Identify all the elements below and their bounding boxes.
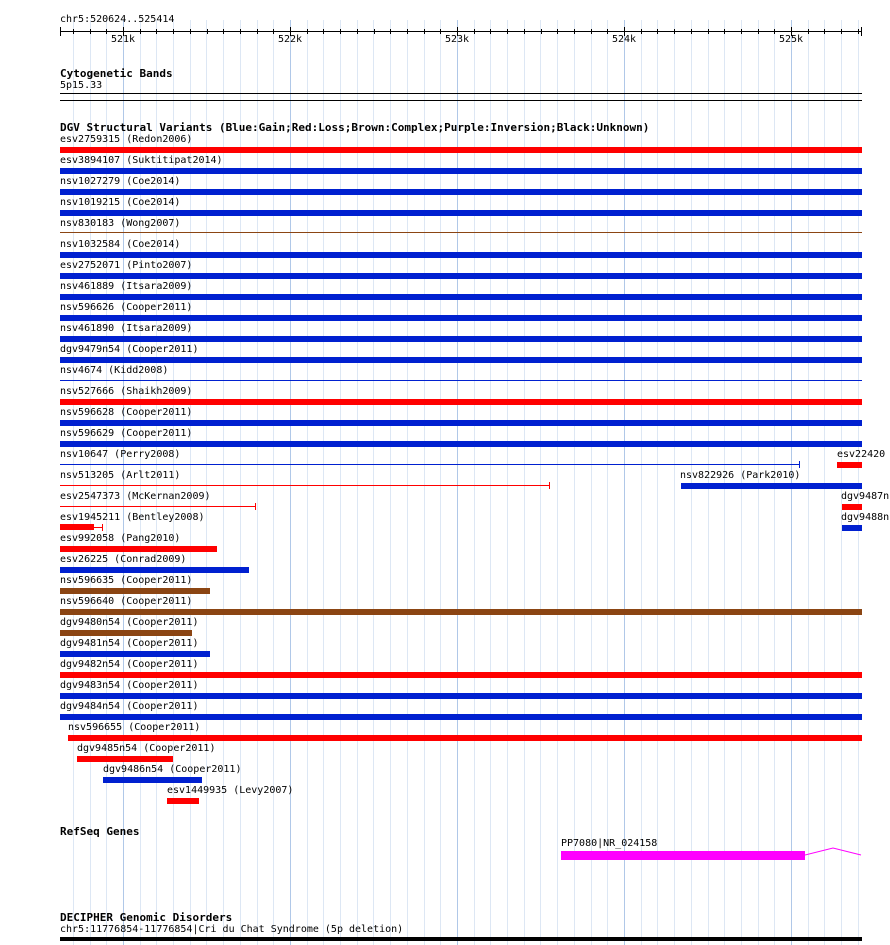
dgv-item-label[interactable]: dgv9488n [841,512,890,523]
dgv-item-label[interactable]: nsv822926 (Park2010) [680,470,801,481]
dgv-item-label[interactable]: nsv1032584 (Coe2014) [60,239,181,250]
dgv-item-label[interactable]: nsv596635 (Cooper2011) [60,575,193,586]
dgv-item-label[interactable]: nsv596629 (Cooper2011) [60,428,193,439]
dgv-item-bar[interactable] [60,315,862,321]
ruler-minor-tick [307,29,308,34]
ruler-tick-label: 522k [278,34,303,45]
ruler-minor-tick [490,29,491,34]
dgv-item-end-cap [799,461,800,468]
ruler-minor-tick [591,29,592,34]
dgv-item-label[interactable]: esv3894107 (Suktitipat2014) [60,155,223,166]
refseq-gene-label[interactable]: PP7080|NR_024158 [561,838,658,849]
cytoband-label: 5p15.33 [60,80,103,91]
ruler-minor-tick [541,29,542,34]
dgv-item-label[interactable]: esv2547373 (McKernan2009) [60,491,211,502]
ruler-minor-tick [524,29,525,34]
dgv-item-bar[interactable] [60,672,862,678]
dgv-item-label[interactable]: dgv9479n54 (Cooper2011) [60,344,199,355]
ruler-minor-tick [223,29,224,34]
ruler-minor-tick [824,29,825,34]
ruler-left-end [60,27,61,36]
dgv-item-end-cap [549,482,550,489]
ruler-minor-tick [708,29,709,34]
dgv-item-bar[interactable] [60,441,862,447]
dgv-item-label[interactable]: nsv513205 (Arlt2011) [60,470,181,481]
dgv-item-label[interactable]: dgv9483n54 (Cooper2011) [60,680,199,691]
ruler-minor-tick [257,29,258,34]
ruler-minor-tick [357,29,358,34]
ruler-minor-tick [607,29,608,34]
dgv-item-label[interactable]: esv1449935 (Levy2007) [167,785,294,796]
dgv-item-bar[interactable] [60,464,800,465]
ruler-minor-tick [774,29,775,34]
dgv-item-label[interactable]: dgv9485n54 (Cooper2011) [77,743,216,754]
dgv-item-bar[interactable] [60,294,862,300]
dgv-item-bar[interactable] [681,483,862,489]
dgv-item-bar[interactable] [60,714,862,720]
dgv-item-bar[interactable] [60,232,862,233]
ruler-minor-tick [657,29,658,34]
dgv-item-bar[interactable] [60,567,249,573]
ruler-minor-tick [574,29,575,34]
decipher-item-label[interactable]: chr5:11776854-11776854|Cri du Chat Syndrome (5p deletion) [60,924,404,935]
dgv-item-bar[interactable] [60,252,862,258]
ruler-minor-tick [173,29,174,34]
dgv-item-label[interactable]: esv26225 (Conrad2009) [60,554,187,565]
dgv-item-label[interactable]: dgv9481n54 (Cooper2011) [60,638,199,649]
cytoband-lower-line [60,100,862,101]
dgv-item-bar[interactable] [60,588,210,594]
ruler-minor-tick [507,29,508,34]
ruler-minor-tick [273,29,274,34]
dgv-item-label[interactable]: nsv10647 (Perry2008) [60,449,181,460]
dgv-item-bar[interactable] [77,756,173,762]
dgv-item-bar[interactable] [60,546,217,552]
dgv-item-bar[interactable] [60,399,862,405]
dgv-item-label[interactable]: nsv527666 (Shaikh2009) [60,386,193,397]
dgv-item-bar[interactable] [60,273,862,279]
dgv-item-bar[interactable] [60,336,862,342]
ruler-minor-tick [691,29,692,34]
ruler-right-end [861,27,862,36]
dgv-item-label[interactable]: dgv9487n [841,491,890,502]
refseq-gene-intron[interactable] [805,846,865,860]
refseq-gene-exon[interactable] [561,851,805,860]
dgv-item-label[interactable]: esv1945211 (Bentley2008) [60,512,205,523]
dgv-item-label[interactable]: esv2759315 (Redon2006) [60,134,193,145]
dgv-item-label[interactable]: nsv461889 (Itsara2009) [60,281,193,292]
dgv-item-bar[interactable] [60,693,862,699]
dgv-item-bar[interactable] [60,420,862,426]
dgv-item-bar[interactable] [60,147,862,153]
dgv-item-bar[interactable] [842,504,862,510]
dgv-item-bar[interactable] [167,798,199,804]
ruler-minor-tick [440,29,441,34]
ruler-minor-tick [841,29,842,34]
ruler-position: chr5:520624..525414 [60,14,175,25]
ruler-minor-tick [724,29,725,34]
ruler-minor-tick [207,29,208,34]
dgv-item-label[interactable]: esv2752071 (Pinto2007) [60,260,193,271]
dgv-item-bar[interactable] [60,506,256,507]
dgv-item-bar[interactable] [60,485,550,486]
ruler-minor-tick [156,29,157,34]
dgv-item-label[interactable]: nsv830183 (Wong2007) [60,218,181,229]
refseq-track-title[interactable]: RefSeq Genes [60,825,140,838]
ruler-minor-tick [407,29,408,34]
dgv-item-bar[interactable] [60,651,210,657]
dgv-item-label[interactable]: dgv9486n54 (Cooper2011) [103,764,242,775]
ruler-minor-tick [758,29,759,34]
dgv-item-bar[interactable] [842,525,862,531]
ruler-minor-tick [858,29,859,34]
ruler-minor-tick [674,29,675,34]
dgv-item-bar[interactable] [60,189,862,195]
ruler-minor-tick [741,29,742,34]
ruler-minor-tick [190,29,191,34]
dgv-item-bar[interactable] [60,524,94,530]
dgv-item-end-cap [102,524,103,531]
cytoband-upper-line [60,93,862,94]
ruler-minor-tick [374,29,375,34]
ruler-minor-tick [73,29,74,34]
ruler-minor-tick [390,29,391,34]
decipher-item-bar[interactable] [60,937,862,941]
ruler-minor-tick [240,29,241,34]
ruler-minor-tick [140,29,141,34]
dgv-item-label[interactable]: nsv1027279 (Coe2014) [60,176,181,187]
dgv-item-label[interactable]: nsv596628 (Cooper2011) [60,407,193,418]
dgv-item-bar[interactable] [837,462,862,468]
dgv-item-bar[interactable] [60,357,862,363]
ruler-minor-tick [557,29,558,34]
ruler-tick-label: 525k [779,34,804,45]
dgv-item-bar[interactable] [60,609,862,615]
dgv-item-label[interactable]: nsv4674 (Kidd2008) [60,365,169,376]
dgv-item-bar[interactable] [60,210,862,216]
ruler-minor-tick [424,29,425,34]
ruler-minor-tick [323,29,324,34]
dgv-item-bar[interactable] [60,168,862,174]
dgv-item-label[interactable]: nsv596626 (Cooper2011) [60,302,193,313]
cytoband-track-title[interactable]: Cytogenetic Bands [60,67,173,80]
decipher-track-title[interactable]: DECIPHER Genomic Disorders [60,911,233,924]
dgv-item-end-cap [255,503,256,510]
dgv-item-label[interactable]: dgv9484n54 (Cooper2011) [60,701,199,712]
dgv-item-extension [94,527,102,528]
dgv-item-bar[interactable] [60,630,192,636]
dgv-item-label[interactable]: esv992058 (Pang2010) [60,533,181,544]
dgv-item-bar[interactable] [60,380,862,381]
dgv-item-label[interactable]: esv22420 [837,449,886,460]
ruler-tick-label: 524k [612,34,637,45]
ruler-minor-tick [106,29,107,34]
dgv-track-title[interactable]: DGV Structural Variants (Blue:Gain;Red:Loss;Brown:Complex;Purple:Inversion;Black:Unknown) [60,121,650,134]
dgv-item-bar[interactable] [68,735,862,741]
dgv-item-label[interactable]: nsv596655 (Cooper2011) [68,722,201,733]
dgv-item-label[interactable]: dgv9480n54 (Cooper2011) [60,617,199,628]
ruler-minor-tick [808,29,809,34]
dgv-item-label[interactable]: nsv596640 (Cooper2011) [60,596,193,607]
ruler-minor-tick [340,29,341,34]
ruler-minor-tick [641,29,642,34]
dgv-item-label[interactable]: nsv461890 (Itsara2009) [60,323,193,334]
ruler-minor-tick [90,29,91,34]
dgv-item-label[interactable]: nsv1019215 (Coe2014) [60,197,181,208]
dgv-item-bar[interactable] [103,777,202,783]
dgv-item-label[interactable]: dgv9482n54 (Cooper2011) [60,659,199,670]
ruler-tick-label: 521k [111,34,136,45]
ruler-tick-label: 523k [445,34,470,45]
ruler-minor-tick [474,29,475,34]
